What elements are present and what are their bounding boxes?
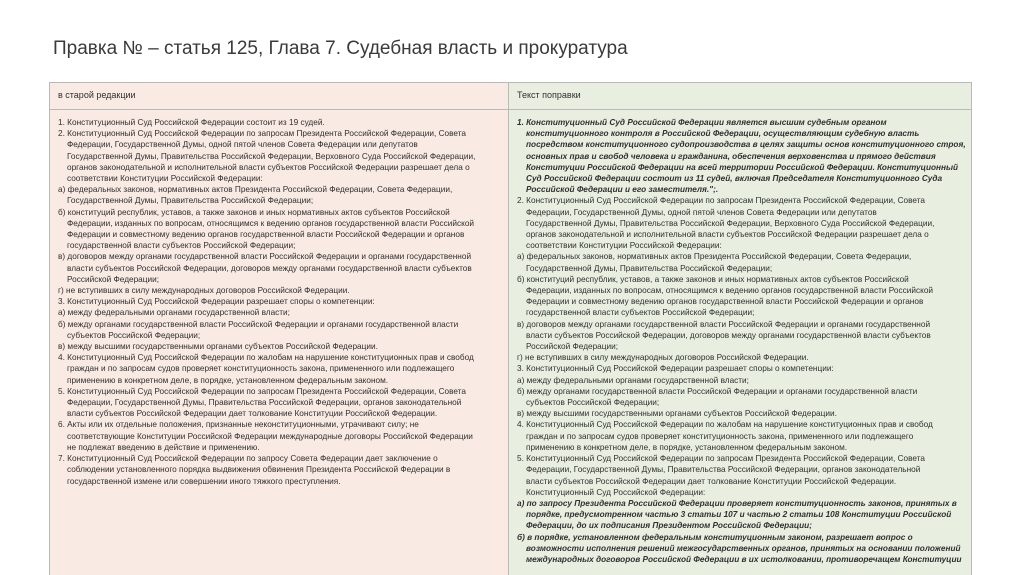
page-title: Правка № – статья 125, Глава 7. Судебная власть и прокуратура [53,38,628,59]
text-line: а) федеральных законов, нормативных актов Президента Российской Федерации, Совета Федерации, [517,252,912,262]
text-line: соответствии Конституции Российской Федерации: [67,174,263,184]
old-edition-text [50,110,509,575]
table-header-row [50,83,971,110]
text-line: власти субъектов Российской Федерации, договоров между органами государственной власти субъектов [67,263,472,273]
text-line: основных прав и свобод человека и гражданина, обеспечения верховенства и прямого действия [526,151,936,161]
text-line: б) конституций республик, уставов, а также законов и иных нормативных актов субъектов Российской [517,274,909,284]
text-line: 7. Конституционный Суд Российской Федерации по запросу Совета Федерации дает заключение о [58,454,438,464]
text-line: граждан и по запросам судов проверяет конституционность закона, примененного или подлежащего [67,364,455,374]
text-line: Федерации, изданных по вопросам, относящимся к ведению органов государственной власти Российской [67,218,475,228]
text-line: а) между федеральными органами государственной власти; [517,375,749,385]
text-line: 3. Конституционный Суд Российской Федерации разрешает споры о компетенции: [517,364,834,374]
text-line: власти субъектов Российской Федерации дает толкование Конституции Российской Федерации. [67,409,438,419]
text-line: соответствии Конституции Российской Федерации: [526,241,722,251]
text-line: а) федеральных законов, нормативных актов Президента Российской Федерации, Совета Федерации, [58,185,453,195]
text-line: власти субъектов Российской Федерации, договоров между органами государственной власти субъектов [526,330,931,340]
text-line: соответствующие Конституции Российской Федерации международные договоры Российской Федерации [67,431,473,441]
text-line: б) между органами государственной власти Российской Федерации и органами государственной власти [58,319,459,329]
text-line: государственной измене или совершении иного тяжкого преступления. [67,476,341,486]
text-line: возможности исполнения решений межгосударственных органов, принятых на основании положений [526,543,961,553]
text-line: власти субъектов Российской Федерации дает толкование Конституции Российской Федерации. [526,476,897,486]
text-line: в) между высшими государственными органами субъектов Российской Федерации. [58,342,378,352]
text-line: Российской Федерации и его заместителя.";. [526,185,719,195]
text-line: 2. Конституционный Суд Российской Федерации по запросам Президента Российской Федерации, Совета [58,129,467,139]
text-line: международных договоров Российской Федерации в их истолковании, противоречащем Конституции [526,554,962,564]
text-line: Российской Федерации; [526,342,619,352]
text-line: в) договоров между органами государственной власти Российской Федерации и органами государственной [58,252,472,262]
text-line: государственной власти субъектов Российской Федерации; [526,308,755,318]
comparison-table [49,82,972,575]
text-line: органов законодательной и исполнительной власти субъектов Российской Федерации разрешает дела о [67,162,470,172]
text-line: 1. Конституционный Суд Российской Федерации является высшим судебным органом [517,118,887,127]
text-line: Российской Федерации; [67,274,160,284]
text-line: соблюдении установленного порядка выдвижения обвинения Президента Российской Федерации в [67,465,451,475]
text-line: посредством конституционного судопроизводства в целях защиты основ конституционного строя, [526,140,966,150]
text-line: Федерации, до их подписания Президентом Российской Федерации; [526,521,812,531]
text-line: Федерации и совместному ведению органов государственной власти Российской Федерации и органов [526,297,924,307]
text-line: 4. Конституционный Суд Российской Федерации по жалобам на нарушение конституционных прав и свобод [517,420,933,430]
text-line: Федерации и совместному ведению органов государственной власти Российской Федерации и органов [67,230,465,240]
text-line: субъектов Российской Федерации; [67,330,201,340]
text-line: 5. Конституционный Суд Российской Федерации по запросам Президента Российской Федерации, Совета [58,386,467,396]
text-line: а) между федеральными органами государственной власти; [58,308,290,318]
text-line: Федерации, изданных по вопросам, относящимся к ведению органов государственной власти Российской [526,286,934,296]
text-line: 1. Конституционный Суд Российской Федерации состоит из 19 судей. [58,118,325,127]
text-line: б) конституций республик, уставов, а также законов и иных нормативных актов субъектов Российской [58,207,450,217]
text-line: Федерации, Государственной Думы, одной пятой членов Совета Федерации или депутатов [526,207,877,217]
text-line: Федерации, Государственной Думы, Правительства Российской Федерации, органов законодательной [526,465,921,475]
text-line: в) договоров между органами государственной власти Российской Федерации и органами государственной [517,319,931,329]
text-line: граждан и по запросам судов проверяет конституционность закона, примененного или подлежащего [526,431,914,441]
text-line: а) по запросу Президента Российской Федерации проверяет конституционность законов, принятых в [517,498,957,508]
text-line: Государственной Думы, Правительства Российской Федерации, Верховного Суда Российской Федерации, [67,151,476,161]
text-line: г) не вступивших в силу международных договоров Российской Федерации. [517,353,809,363]
text-line: Конституции Российской Федерации на всей территории Российской Федерации. Конституционный [526,162,959,172]
text-line: б) в порядке, установленном федеральным конституционным законом, разрешает вопрос о [517,532,913,542]
text-line: Суд Российской Федерации состоит из 11 судей, включая Председателя Конституционного Суда [526,174,943,184]
text-line: порядке, предусмотренном частью 3 статьи 107 и частью 2 статьи 108 Конституции Российской [526,510,952,520]
text-line: Федерации, Государственной Думы, Правительства Российской Федерации, органов законодательной [67,398,462,408]
text-line: Федерации, Государственной Думы, одной пятой членов Совета Федерации или депутатов [67,140,418,150]
text-line: применению в конкретном деле, в порядке, установленном федеральным законом. [526,442,848,452]
text-line: не подлежат введению в действие и применению. [67,442,260,452]
text-line: применению в конкретном деле, в порядке, установленном федеральным законом. [67,375,389,385]
text-line: 4. Конституционный Суд Российской Федерации по жалобам на нарушение конституционных прав и свобод [58,353,474,363]
text-line: г) не вступивших в силу международных договоров Российской Федерации. [58,286,350,296]
header-amendment-text: Текст поправки [509,83,971,109]
text-line: 2. Конституционный Суд Российской Федерации по запросам Президента Российской Федерации, Совета [517,196,926,206]
text-line: субъектов Российской Федерации; [526,398,660,408]
text-line: органов законодательной и исполнительной власти субъектов Российской Федерации разрешает дела о [526,230,929,240]
text-line: конституционного контроля в Российской Федерации, осуществляющим судебную власть [526,129,920,139]
text-line: в) между высшими государственными органами субъектов Российской Федерации. [517,409,837,419]
header-old-edition: в старой редакции [50,83,509,109]
text-line: 5. Конституционный Суд Российской Федерации по запросам Президента Российской Федерации, Совета [517,454,926,464]
text-line: государственной власти субъектов Российской Федерации; [67,241,296,251]
text-line: б) между органами государственной власти Российской Федерации и органами государственной власти [517,386,918,396]
text-line: Конституционный Суд Российской Федерации: [526,487,706,497]
text-line: Государственной Думы, Правительства Российской Федерации; [67,196,314,206]
text-line: 3. Конституционный Суд Российской Федерации разрешает споры о компетенции: [58,297,375,307]
text-line: 6. Акты или их отдельные положения, признанные неконституционными, утрачивают силу; не [58,420,419,430]
text-line: Государственной Думы, Правительства Российской Федерации; [526,263,773,273]
amendment-text [509,110,971,575]
text-line: Государственной Думы, Правительства Российской Федерации, Верховного Суда Российской Федерации, [526,218,935,228]
table-body-row [50,110,971,575]
